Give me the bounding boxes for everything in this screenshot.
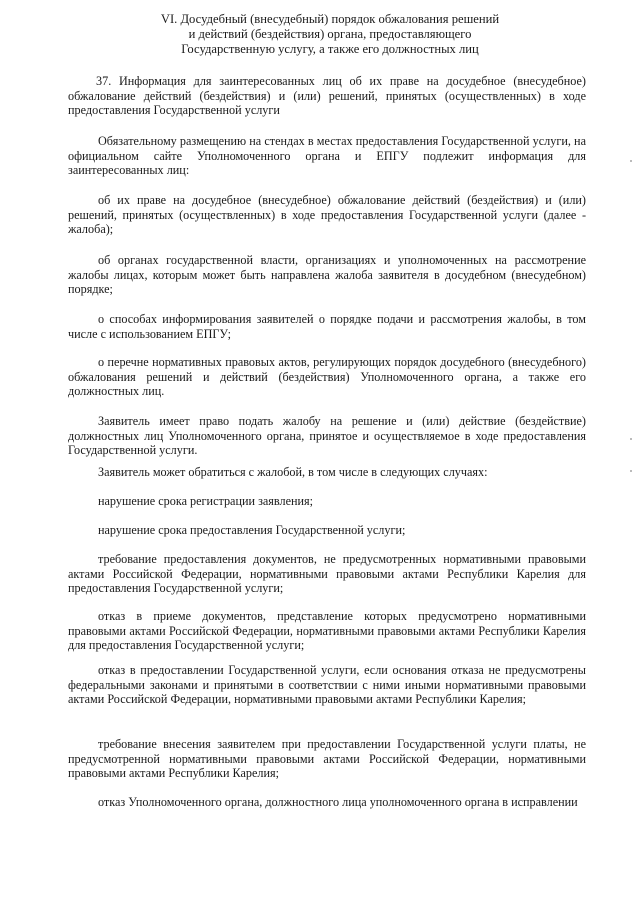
list-item-documents-requirement: требование предоставления документов, не предусмотренных нормативными правовыми актами Российской Федерации, нормативными правовыми актами Республики Карелия для предоставления Государственной услуги; bbox=[68, 552, 586, 596]
list-item-refusal-correction: отказ Уполномоченного органа, должностного лица уполномоченного органа в исправлении bbox=[98, 795, 578, 809]
paragraph-mandatory-info: Обязательному размещению на стендах в местах предоставления Государственной услуги, на официальном сайте Уполномоченного органа и ЕПГУ подлежит информация для заинтересованных лиц: bbox=[68, 134, 586, 178]
heading-line-3: Государственную услугу, а также его должностных лиц bbox=[181, 42, 479, 56]
list-item-refusal-documents: отказ в приеме документов, представление которых предусмотрено нормативными правовыми актами Российской Федерации, нормативными правовыми актами Республики Карелия для предоставления Государственной услуги; bbox=[68, 609, 586, 653]
paragraph-informing-methods: о способах информирования заявителей о порядке подачи и рассмотрения жалобы, в том числе с использованием ЕПГУ; bbox=[68, 312, 586, 341]
paragraph-37: 37. Информация для заинтересованных лиц об их праве на досудебное (внесудебное) обжалование действий (бездействия) и (или) решений, принятых (осуществленных) в ходе предоставления Государственной услуги bbox=[68, 74, 586, 118]
section-heading bbox=[130, 12, 530, 57]
paragraph-right-to-appeal: об их праве на досудебное (внесудебное) обжалование действий (бездействия) и (или) решений, принятых (осуществленных) в ходе предоставления Государственной услуги (далее - жалоба); bbox=[68, 193, 586, 237]
list-item-registration-violation: нарушение срока регистрации заявления; bbox=[98, 494, 314, 508]
scan-dot bbox=[630, 160, 632, 162]
heading-line-1: VI. Досудебный (внесудебный) порядок обжалования решений bbox=[160, 12, 500, 26]
scan-dot bbox=[630, 438, 632, 440]
scan-dot bbox=[630, 470, 632, 472]
list-item-service-deadline-violation: нарушение срока предоставления Государственной услуги; bbox=[98, 523, 406, 537]
paragraph-authorities: об органах государственной власти, организациях и уполномоченных на рассмотрение жалобы лицах, которым может быть направлена жалоба заявителя в досудебном (внесудебном) порядке; bbox=[68, 253, 586, 297]
paragraph-right-to-complain: Заявитель имеет право подать жалобу на решение и (или) действие (бездействие) должностных лиц Уполномоченного органа, принятое и осуществляемое в ходе предоставления Государственной услуги. bbox=[68, 414, 586, 458]
paragraph-cases-intro: Заявитель может обратиться с жалобой, в том числе в следующих случаях: bbox=[98, 465, 488, 479]
list-item-payment-requirement: требование внесения заявителем при предоставлении Государственной услуги платы, не предусмотренной нормативными правовыми актами Российской Федерации, нормативными правовыми актами Республики Карелия; bbox=[68, 737, 586, 781]
paragraph-legal-acts: о перечне нормативных правовых актов, регулирующих порядок досудебного (внесудебного) обжалования решений и действий (бездействия) Уполномоченного органа, а также его должностных лиц. bbox=[68, 355, 586, 399]
list-item-refusal-service: отказ в предоставлении Государственной услуги, если основания отказа не предусмотрены федеральными законами и принятыми в соответствии с ними иными нормативными правовыми актами Российской Федерации, нормативными правовыми актами Республики Карелия; bbox=[68, 663, 586, 707]
heading-line-2: и действий (бездействия) органа, предоставляющего bbox=[188, 27, 472, 41]
